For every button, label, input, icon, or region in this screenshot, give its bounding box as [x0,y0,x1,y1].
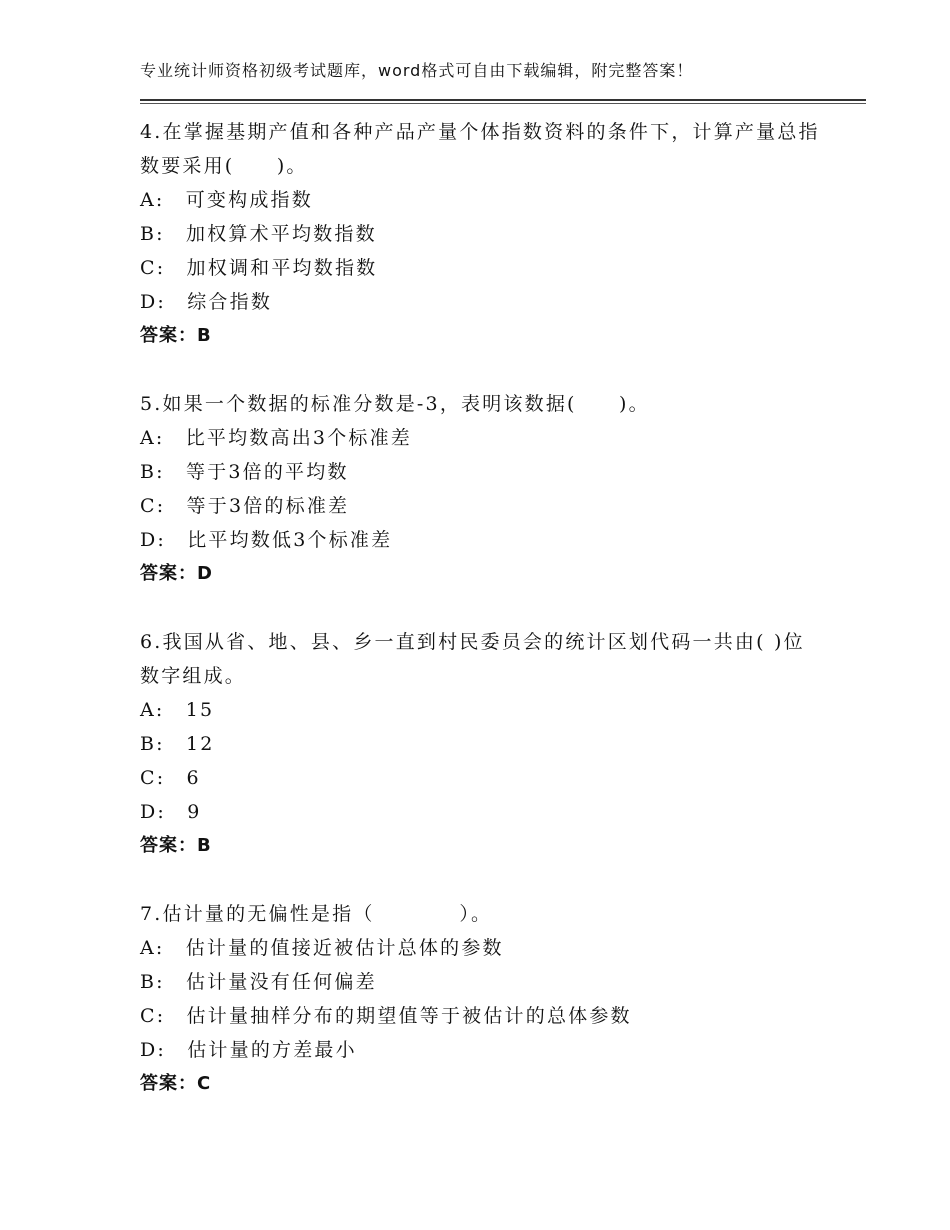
option-b: B: 加权算术平均数指数 [140,223,377,245]
question-stem: 6.我国从省、地、县、乡一直到村民委员会的统计区划代码一共由( )位数字组成。 [140,631,805,687]
question-5 [140,387,820,591]
option-a: A: 15 [140,699,215,721]
question-4 [140,115,820,353]
option-c: C: 6 [140,767,201,789]
option-a: A: 估计量的值接近被估计总体的参数 [140,937,504,959]
page-header: 专业统计师资格初级考试题库，word格式可自由下载编辑，附完整答案！ [140,61,694,80]
option-c: C: 等于3倍的标准差 [140,495,350,517]
question-list [140,115,820,1135]
option-d: D: 综合指数 [140,291,273,313]
question-stem: 4.在掌握基期产值和各种产品产量个体指数资料的条件下，计算产量总指数要采用( )。 [140,121,820,177]
option-b: B: 等于3倍的平均数 [140,461,349,483]
option-d: D: 估计量的方差最小 [140,1039,357,1061]
header-rule-thin [140,103,866,104]
question-7 [140,897,820,1101]
question-stem: 7.估计量的无偏性是指（ ）。 [140,903,493,925]
option-a: A: 比平均数高出3个标准差 [140,427,413,449]
option-d: D: 9 [140,801,202,823]
question-6 [140,625,820,863]
option-d: D: 比平均数低3个标准差 [140,529,393,551]
answer-line: 答案：B [140,835,212,856]
option-b: B: 12 [140,733,215,755]
header-rule-thick [140,99,866,101]
option-c: C: 估计量抽样分布的期望值等于被估计的总体参数 [140,1005,632,1027]
option-b: B: 估计量没有任何偏差 [140,971,377,993]
answer-line: 答案：C [140,1073,212,1094]
answer-line: 答案：B [140,325,212,346]
answer-line: 答案：D [140,563,213,584]
option-c: C: 加权调和平均数指数 [140,257,378,279]
option-a: A: 可变构成指数 [140,189,313,211]
question-stem: 5.如果一个数据的标准分数是-3，表明该数据( )。 [140,393,650,415]
